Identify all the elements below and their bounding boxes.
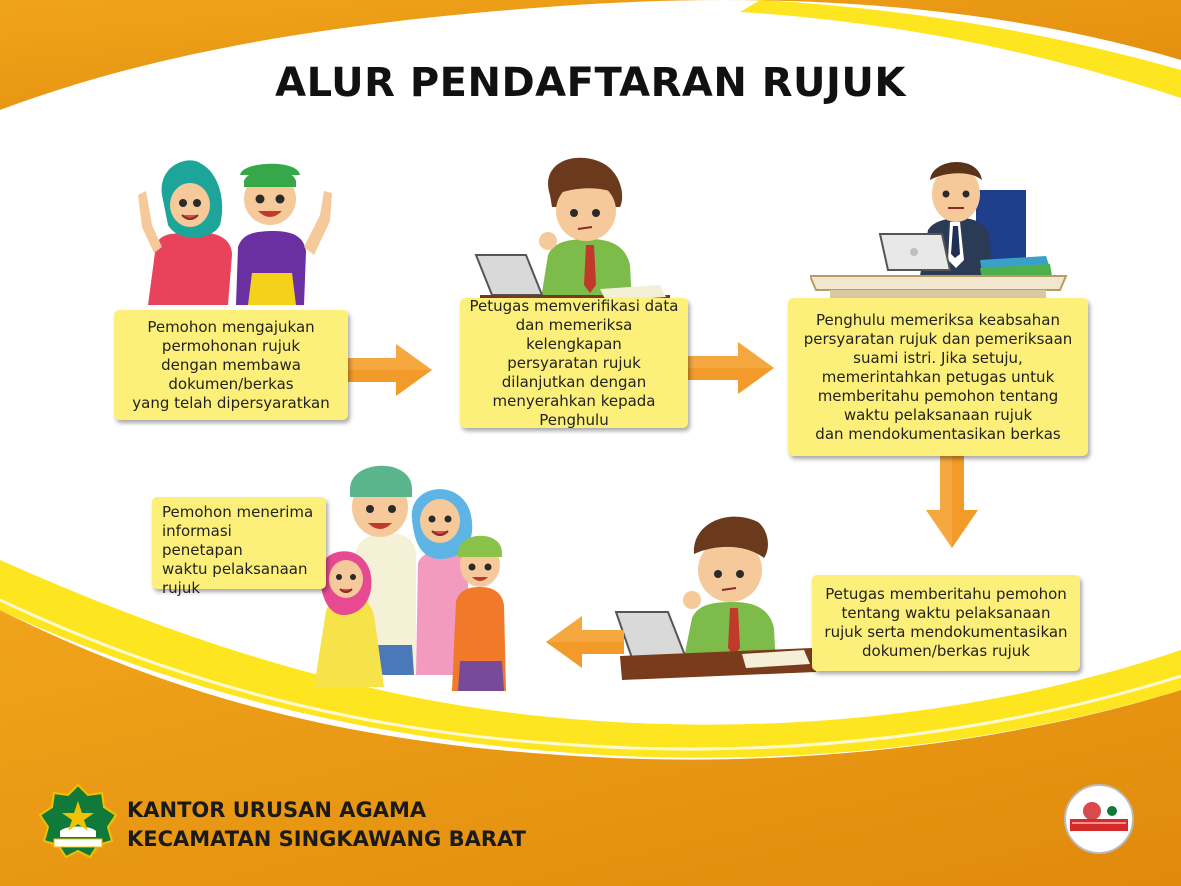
officer-laptop-illustration-2 (612, 508, 822, 683)
step-1-box: Pemohon mengajukan permohonan rujuk dengan membawa dokumen/berkas yang telah dipersyaratkan (114, 310, 348, 420)
couple-waving-illustration (128, 155, 338, 315)
step-5-box: Pemohon menerima informasi penetapan waktu pelaksanaan rujuk (152, 497, 326, 589)
footer-office-name (127, 796, 526, 854)
kemenag-logo (38, 783, 118, 859)
step-2-box: Petugas memverifikasi data dan memeriksa kelengkapan persyaratan rujuk dilanjutkan dengan menyerahkan kepada Penghulu (460, 298, 688, 428)
officer-laptop-illustration (470, 155, 680, 305)
footer-line-1: KANTOR URUSAN AGAMA (127, 798, 427, 822)
page-title: ALUR PENDAFTARAN RUJUK (275, 60, 906, 106)
step-4-box: Petugas memberitahu pemohon tentang waktu pelaksanaan rujuk serta mendokumentasikan dokumen/berkas rujuk (812, 575, 1080, 671)
penghulu-desk-illustration (810, 150, 1070, 300)
arrow-right-1 (346, 342, 434, 398)
zona-integritas-badge (1062, 783, 1136, 855)
footer-line-2: KECAMATAN SINGKAWANG BARAT (127, 827, 526, 851)
family-illustration (308, 455, 526, 703)
arrow-down (924, 456, 980, 550)
arrow-left (546, 614, 624, 670)
arrow-right-2 (688, 340, 776, 396)
step-3-box: Penghulu memeriksa keabsahan persyaratan rujuk dan pemeriksaan suami istri. Jika setuju, memerintahkan petugas untuk memberitahu pemohon tentang waktu pelaksanaan rujuk dan mendokumentasikan berkas (788, 298, 1088, 456)
